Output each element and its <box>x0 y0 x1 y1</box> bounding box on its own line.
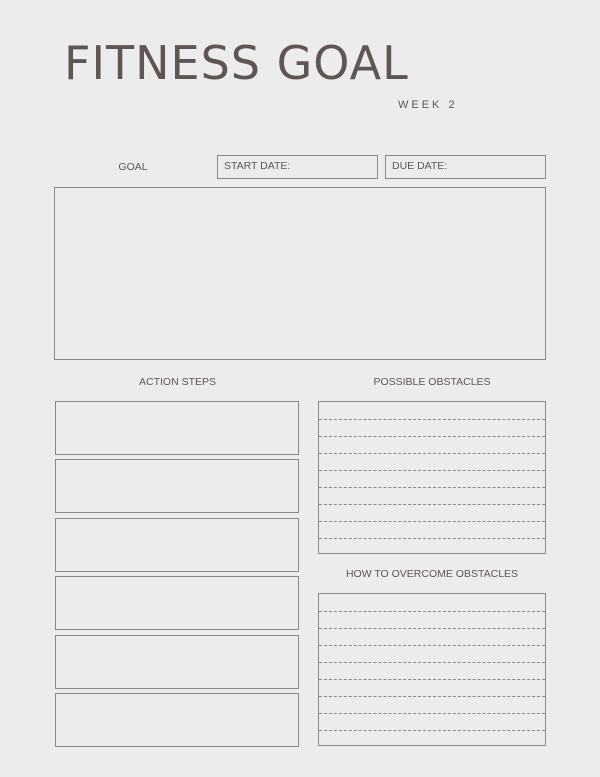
overcome-obstacles-area[interactable] <box>318 593 546 746</box>
writing-line <box>319 436 545 437</box>
writing-line <box>319 487 545 488</box>
writing-line <box>319 611 545 612</box>
writing-line <box>319 521 545 522</box>
writing-line <box>319 453 545 454</box>
week-label: WEEK 2 <box>398 99 458 111</box>
writing-line <box>319 538 545 539</box>
action-step-box[interactable] <box>55 459 299 513</box>
overcome-obstacles-heading: HOW TO OVERCOME OBSTACLES <box>345 568 519 580</box>
writing-line <box>319 628 545 629</box>
start-date-field[interactable] <box>217 155 378 179</box>
action-step-box[interactable] <box>55 635 299 689</box>
action-steps-heading: ACTION STEPS <box>138 376 216 388</box>
goal-label: GOAL <box>118 161 148 173</box>
goal-text-area[interactable] <box>54 187 546 360</box>
due-date-field[interactable] <box>385 155 546 179</box>
writing-line <box>319 713 545 714</box>
writing-line <box>319 419 545 420</box>
start-date-label: START DATE: <box>224 160 291 172</box>
writing-line <box>319 730 545 731</box>
action-step-box[interactable] <box>55 576 299 630</box>
possible-obstacles-heading: POSSIBLE OBSTACLES <box>373 376 491 388</box>
writing-line <box>319 504 545 505</box>
page-title: FITNESS GOAL <box>64 36 409 90</box>
writing-line <box>319 470 545 471</box>
action-step-box[interactable] <box>55 401 299 455</box>
writing-line <box>319 696 545 697</box>
action-step-box[interactable] <box>55 693 299 747</box>
writing-line <box>319 679 545 680</box>
action-step-box[interactable] <box>55 518 299 572</box>
due-date-label: DUE DATE: <box>392 160 448 172</box>
possible-obstacles-area[interactable] <box>318 401 546 554</box>
writing-line <box>319 662 545 663</box>
writing-line <box>319 645 545 646</box>
